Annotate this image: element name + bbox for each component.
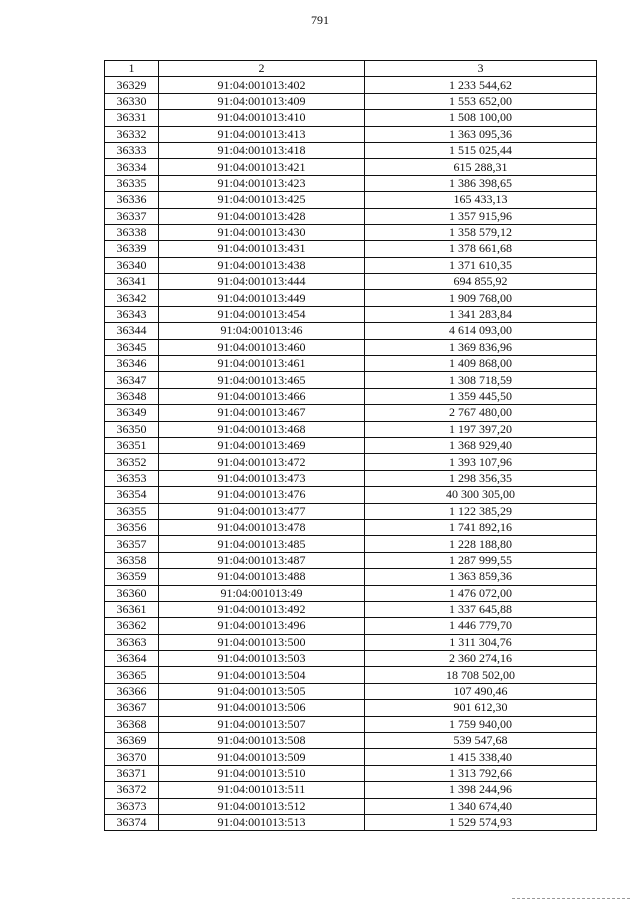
cadastral-id-cell: 91:04:001013:503 (159, 651, 365, 667)
table-row (105, 192, 597, 208)
table-row (105, 110, 597, 126)
cadastral-id-cell: 91:04:001013:476 (159, 487, 365, 503)
row-number-cell: 36369 (105, 733, 159, 749)
value-cell: 1 371 610,35 (365, 257, 597, 273)
cadastral-id-cell: 91:04:001013:508 (159, 733, 365, 749)
cadastral-id-cell: 91:04:001013:423 (159, 175, 365, 191)
value-cell: 1 369 836,96 (365, 339, 597, 355)
value-cell: 1 359 445,50 (365, 388, 597, 404)
value-cell: 1 340 674,40 (365, 798, 597, 814)
table-row (105, 388, 597, 404)
table-row (105, 257, 597, 273)
row-number-cell: 36371 (105, 765, 159, 781)
table-row (105, 126, 597, 142)
value-cell: 1 909 768,00 (365, 290, 597, 306)
cadastral-id-cell: 91:04:001013:512 (159, 798, 365, 814)
value-cell: 1 368 929,40 (365, 437, 597, 453)
table-row (105, 552, 597, 568)
cadastral-id-cell: 91:04:001013:472 (159, 454, 365, 470)
row-number-cell: 36335 (105, 175, 159, 191)
value-cell: 1 233 544,62 (365, 77, 597, 93)
cadastral-id-cell: 91:04:001013:428 (159, 208, 365, 224)
table-row (105, 274, 597, 290)
table-row (105, 356, 597, 372)
column-header-cadastral-id: 2 (159, 61, 365, 77)
cadastral-id-cell: 91:04:001013:413 (159, 126, 365, 142)
row-number-cell: 36339 (105, 241, 159, 257)
value-cell: 2 360 274,16 (365, 651, 597, 667)
value-cell: 1 308 718,59 (365, 372, 597, 388)
value-cell: 18 708 502,00 (365, 667, 597, 683)
cadastral-id-cell: 91:04:001013:505 (159, 683, 365, 699)
value-cell: 1 515 025,44 (365, 142, 597, 158)
table-row (105, 585, 597, 601)
row-number-cell: 36368 (105, 716, 159, 732)
row-number-cell: 36332 (105, 126, 159, 142)
value-cell: 1 409 868,00 (365, 356, 597, 372)
value-cell: 1 386 398,65 (365, 175, 597, 191)
table-row (105, 208, 597, 224)
cadastral-id-cell: 91:04:001013:431 (159, 241, 365, 257)
row-number-cell: 36330 (105, 93, 159, 109)
table-row (105, 798, 597, 814)
table-row (105, 437, 597, 453)
value-cell: 1 311 304,76 (365, 634, 597, 650)
table-row (105, 454, 597, 470)
table-row (105, 700, 597, 716)
value-cell: 1 358 579,12 (365, 224, 597, 240)
value-cell: 1 398 244,96 (365, 782, 597, 798)
row-number-cell: 36341 (105, 274, 159, 290)
row-number-cell: 36366 (105, 683, 159, 699)
value-cell: 1 378 661,68 (365, 241, 597, 257)
table-row (105, 470, 597, 486)
table-row (105, 241, 597, 257)
table-row (105, 290, 597, 306)
value-cell: 1 508 100,00 (365, 110, 597, 126)
value-cell: 1 287 999,55 (365, 552, 597, 568)
row-number-cell: 36338 (105, 224, 159, 240)
value-cell: 1 415 338,40 (365, 749, 597, 765)
row-number-cell: 36357 (105, 536, 159, 552)
row-number-cell: 36347 (105, 372, 159, 388)
row-number-cell: 36334 (105, 159, 159, 175)
row-number-cell: 36367 (105, 700, 159, 716)
table-row (105, 421, 597, 437)
table-row (105, 536, 597, 552)
row-number-cell: 36344 (105, 323, 159, 339)
cadastral-id-cell: 91:04:001013:504 (159, 667, 365, 683)
row-number-cell: 36358 (105, 552, 159, 568)
value-cell: 1 363 859,36 (365, 569, 597, 585)
cadastral-id-cell: 91:04:001013:496 (159, 618, 365, 634)
value-cell: 1 741 892,16 (365, 519, 597, 535)
cadastral-id-cell: 91:04:001013:418 (159, 142, 365, 158)
table-header (105, 61, 597, 77)
table-row (105, 405, 597, 421)
row-number-cell: 36343 (105, 306, 159, 322)
row-number-cell: 36352 (105, 454, 159, 470)
table-row (105, 765, 597, 781)
table-row (105, 159, 597, 175)
table-row (105, 503, 597, 519)
cadastral-id-cell: 91:04:001013:421 (159, 159, 365, 175)
table-row (105, 569, 597, 585)
table-row (105, 601, 597, 617)
value-cell: 4 614 093,00 (365, 323, 597, 339)
table-row (105, 175, 597, 191)
value-cell: 1 363 095,36 (365, 126, 597, 142)
value-cell: 1 529 574,93 (365, 814, 597, 830)
cadastral-id-cell: 91:04:001013:425 (159, 192, 365, 208)
cadastral-id-cell: 91:04:001013:410 (159, 110, 365, 126)
table-row (105, 618, 597, 634)
row-number-cell: 36360 (105, 585, 159, 601)
row-number-cell: 36331 (105, 110, 159, 126)
cadastral-value-table (104, 60, 597, 831)
row-number-cell: 36373 (105, 798, 159, 814)
row-number-cell: 36351 (105, 437, 159, 453)
value-cell: 1 197 397,20 (365, 421, 597, 437)
table-body (105, 77, 597, 831)
cadastral-id-cell: 91:04:001013:444 (159, 274, 365, 290)
cadastral-id-cell: 91:04:001013:485 (159, 536, 365, 552)
table-row (105, 716, 597, 732)
cadastral-id-cell: 91:04:001013:510 (159, 765, 365, 781)
cadastral-id-cell: 91:04:001013:506 (159, 700, 365, 716)
value-cell: 1 357 915,96 (365, 208, 597, 224)
column-header-value: 3 (365, 61, 597, 77)
value-cell: 2 767 480,00 (365, 405, 597, 421)
table-row (105, 634, 597, 650)
table-row (105, 749, 597, 765)
cadastral-id-cell: 91:04:001013:430 (159, 224, 365, 240)
value-cell: 615 288,31 (365, 159, 597, 175)
cadastral-id-cell: 91:04:001013:49 (159, 585, 365, 601)
row-number-cell: 36370 (105, 749, 159, 765)
cadastral-id-cell: 91:04:001013:507 (159, 716, 365, 732)
value-cell: 107 490,46 (365, 683, 597, 699)
cadastral-id-cell: 91:04:001013:466 (159, 388, 365, 404)
table-row (105, 142, 597, 158)
cadastral-id-cell: 91:04:001013:509 (159, 749, 365, 765)
page-number: 791 (311, 13, 329, 27)
value-cell: 1 553 652,00 (365, 93, 597, 109)
cadastral-id-cell: 91:04:001013:469 (159, 437, 365, 453)
row-number-cell: 36365 (105, 667, 159, 683)
table-row (105, 323, 597, 339)
table-row (105, 782, 597, 798)
row-number-cell: 36374 (105, 814, 159, 830)
table-row (105, 651, 597, 667)
row-number-cell: 36329 (105, 77, 159, 93)
cadastral-id-cell: 91:04:001013:478 (159, 519, 365, 535)
cadastral-id-cell: 91:04:001013:468 (159, 421, 365, 437)
value-cell: 1 759 940,00 (365, 716, 597, 732)
row-number-cell: 36340 (105, 257, 159, 273)
value-cell: 1 341 283,84 (365, 306, 597, 322)
column-header-number: 1 (105, 61, 159, 77)
table-row (105, 372, 597, 388)
cadastral-id-cell: 91:04:001013:513 (159, 814, 365, 830)
table-row (105, 667, 597, 683)
value-cell: 1 476 072,00 (365, 585, 597, 601)
row-number-cell: 36333 (105, 142, 159, 158)
row-number-cell: 36342 (105, 290, 159, 306)
cadastral-id-cell: 91:04:001013:461 (159, 356, 365, 372)
cadastral-id-cell: 91:04:001013:454 (159, 306, 365, 322)
value-cell: 1 337 645,88 (365, 601, 597, 617)
table-row (105, 733, 597, 749)
table-row (105, 519, 597, 535)
value-cell: 1 122 385,29 (365, 503, 597, 519)
cadastral-id-cell: 91:04:001013:492 (159, 601, 365, 617)
row-number-cell: 36363 (105, 634, 159, 650)
row-number-cell: 36361 (105, 601, 159, 617)
table-row (105, 814, 597, 830)
cadastral-id-cell: 91:04:001013:511 (159, 782, 365, 798)
row-number-cell: 36353 (105, 470, 159, 486)
value-cell: 694 855,92 (365, 274, 597, 290)
value-cell: 165 433,13 (365, 192, 597, 208)
row-number-cell: 36362 (105, 618, 159, 634)
cadastral-id-cell: 91:04:001013:500 (159, 634, 365, 650)
cadastral-id-cell: 91:04:001013:460 (159, 339, 365, 355)
header-row (105, 61, 597, 77)
row-number-cell: 36348 (105, 388, 159, 404)
row-number-cell: 36364 (105, 651, 159, 667)
row-number-cell: 36345 (105, 339, 159, 355)
value-cell: 1 313 792,66 (365, 765, 597, 781)
row-number-cell: 36356 (105, 519, 159, 535)
cadastral-id-cell: 91:04:001013:473 (159, 470, 365, 486)
row-number-cell: 36336 (105, 192, 159, 208)
scan-edge-mark (512, 898, 630, 901)
table-row (105, 339, 597, 355)
value-cell: 40 300 305,00 (365, 487, 597, 503)
table-row (105, 487, 597, 503)
value-cell: 1 393 107,96 (365, 454, 597, 470)
row-number-cell: 36355 (105, 503, 159, 519)
cadastral-id-cell: 91:04:001013:438 (159, 257, 365, 273)
value-cell: 1 228 188,80 (365, 536, 597, 552)
row-number-cell: 36350 (105, 421, 159, 437)
value-cell: 901 612,30 (365, 700, 597, 716)
table-row (105, 306, 597, 322)
cadastral-id-cell: 91:04:001013:488 (159, 569, 365, 585)
cadastral-id-cell: 91:04:001013:409 (159, 93, 365, 109)
row-number-cell: 36359 (105, 569, 159, 585)
cadastral-id-cell: 91:04:001013:487 (159, 552, 365, 568)
cadastral-id-cell: 91:04:001013:465 (159, 372, 365, 388)
row-number-cell: 36346 (105, 356, 159, 372)
table-row (105, 224, 597, 240)
value-cell: 539 547,68 (365, 733, 597, 749)
cadastral-id-cell: 91:04:001013:449 (159, 290, 365, 306)
row-number-cell: 36349 (105, 405, 159, 421)
table-row (105, 77, 597, 93)
cadastral-id-cell: 91:04:001013:477 (159, 503, 365, 519)
value-cell: 1 446 779,70 (365, 618, 597, 634)
cadastral-id-cell: 91:04:001013:46 (159, 323, 365, 339)
value-cell: 1 298 356,35 (365, 470, 597, 486)
row-number-cell: 36354 (105, 487, 159, 503)
cadastral-id-cell: 91:04:001013:402 (159, 77, 365, 93)
row-number-cell: 36337 (105, 208, 159, 224)
row-number-cell: 36372 (105, 782, 159, 798)
table-row (105, 683, 597, 699)
table-row (105, 93, 597, 109)
cadastral-id-cell: 91:04:001013:467 (159, 405, 365, 421)
